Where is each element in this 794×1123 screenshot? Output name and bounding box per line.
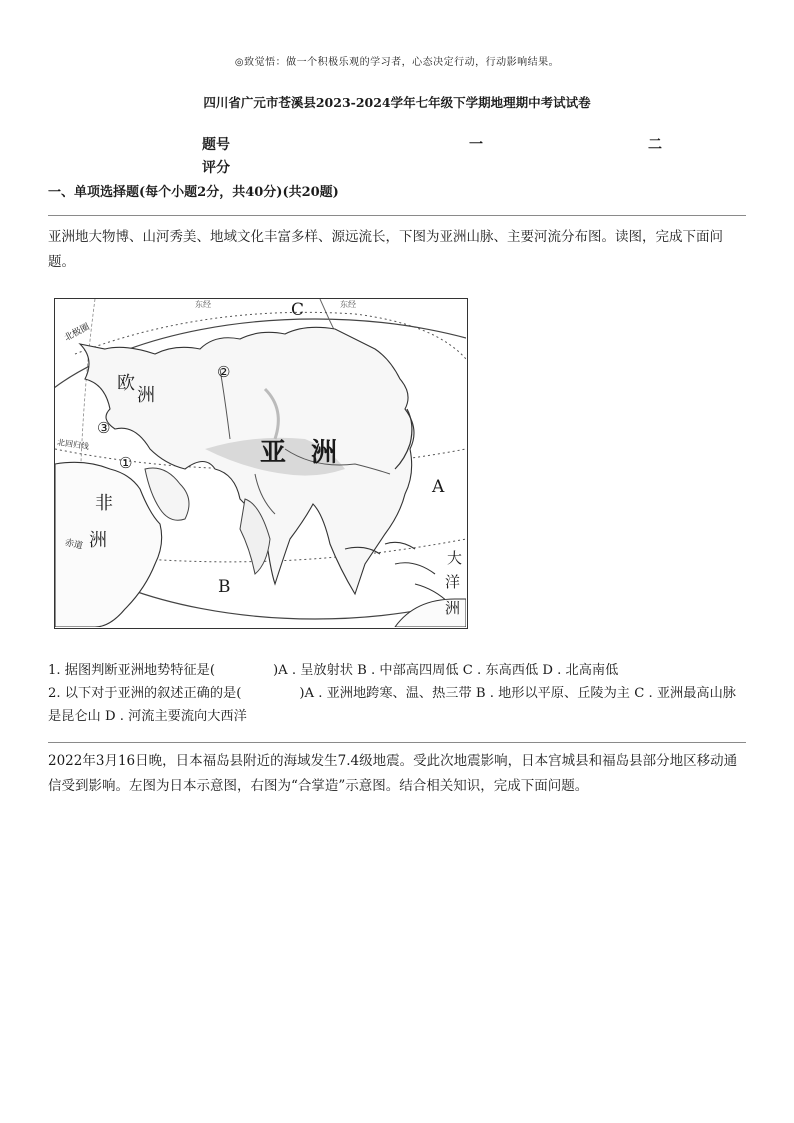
map-label-oceania-2: 洋 [445,573,461,591]
score-table-row2-label: 评分 [202,160,230,176]
map-label-C: C [291,300,305,320]
map-label-B: B [218,577,231,597]
map-marker-3: ③ [97,419,111,437]
map-label-A: A [432,477,445,497]
score-table-col2: 二 [648,137,662,153]
map-label-europe-2: 洲 [137,385,155,406]
map-label-asia: 亚 洲 [260,438,346,468]
map-marker-1: ① [119,454,133,472]
motto-line: ◎致觉悟：做一个积极乐观的学习者，心态决定行动，行动影响结果。 [234,57,560,68]
map-label-africa-1: 非 [95,493,113,514]
map-label-tropic: 北回归线 [56,437,90,452]
question-2-stem: 2. 以下对于亚洲的叙述正确的是( [48,686,242,701]
map-label-africa-2: 洲 [89,530,107,551]
question-1-stem: 1. 据图判断亚洲地势特征是( [48,663,215,678]
map-label-oceania-1: 大 [447,549,463,567]
map-small-text-2: 东经 [340,300,356,309]
question-2 [48,682,748,728]
passage-2: 2022年3月16日晚，日本福岛县附近的海域发生7.4级地震。受此次地震影响，日本宫城县和福岛县部分地区移动通信受到影响。左图为日本示意图，右图为“合掌造”示意图。结合相关知识，完成下面问题。 [48,753,738,794]
question-1 [48,659,748,682]
question-1-options: )A . 呈放射状 B . 中部高四周低 C . 东高西低 D . 北高南低 [272,663,619,678]
divider [48,742,746,743]
question-2-options: )A . 亚洲地跨寒、温、热三带 B . 地形以平原、丘陵为主 C . 亚洲最高山脉是昆仑山 D . 河流主要流向大西洋 [48,686,736,724]
map-marker-2: ② [217,363,231,381]
map-label-europe-1: 欧 [117,373,135,394]
map-label-oceania-3: 洲 [445,599,461,617]
map-label-equator: 赤道 [63,538,84,552]
exam-title: 四川省广元市苍溪县2023-2024学年七年级下学期地理期中考试试卷 [203,95,591,110]
score-table-row1-label: 题号 [202,137,230,153]
section-heading: 一、单项选择题(每个小题2分，共40分)(共20题) [48,185,339,200]
map-small-text-1: 东经 [195,300,211,309]
asia-map-figure [54,298,468,629]
passage-1: 亚洲地大物博、山河秀美、地域文化丰富多样、源远流长，下图为亚洲山脉、主要河流分布图。读图，完成下面问题。 [48,229,723,270]
divider [48,215,746,216]
score-table-col1: 一 [469,137,483,153]
map-label-arctic: 北极圈 [62,322,92,344]
